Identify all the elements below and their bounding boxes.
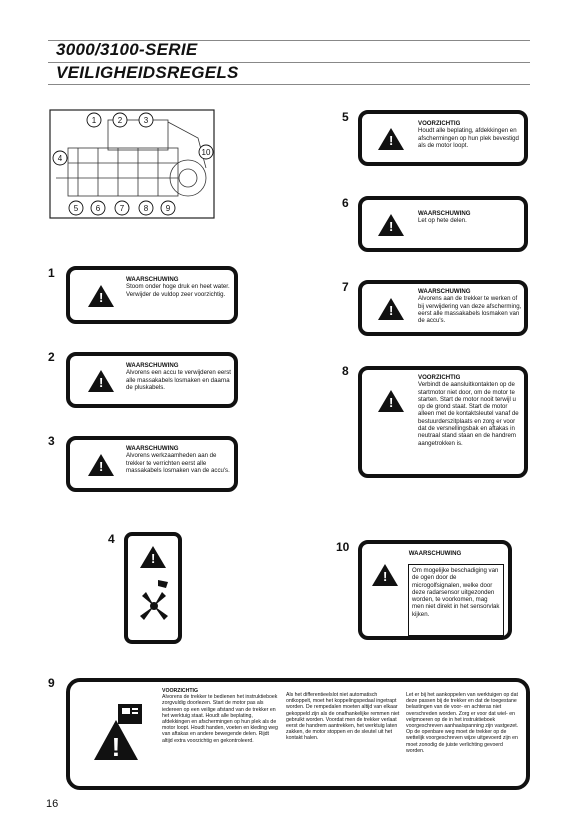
warning-label-3: [66, 436, 238, 492]
warning-triangle-icon: [378, 390, 404, 412]
page-number: 16: [46, 798, 59, 810]
label-7-heading: WAARSCHUWING: [418, 288, 471, 295]
warning-triangle-icon: [88, 370, 114, 392]
label-7-number: 7: [342, 280, 349, 294]
label-1-heading: WAARSCHUWING: [126, 276, 179, 283]
warning-label-8: [358, 366, 528, 478]
label-6-heading: WAARSCHUWING: [418, 210, 471, 217]
warning-label-1: [66, 266, 238, 324]
callout-3-label: 3: [143, 116, 149, 125]
svg-text:!: !: [111, 732, 121, 762]
label-9-column-2: Als het differentieelslot niet automatisch ontkoppelt, moet het koppelingspedaal ingetrapt worden. De rempedalen moeten altijd van elkaar gekoppeld zijn als de onafhankelijke remmen niet gebruikt worden. Voordat men de trekker verlaat eerst de handrem aantrekken, het werktuig laten zakken, de motor stoppen en de sleutel uit het kontakt halen.: [286, 692, 400, 742]
warning-label-10: [358, 540, 512, 640]
label-7-text: Alvorens aan de trekker te werken of bij verwijdering van deze afscherming, eerst alle massakabels losmaken van de accu's.: [418, 295, 522, 325]
label-6-number: 6: [342, 196, 349, 210]
series-title: 3000/3100-SERIE: [56, 40, 198, 59]
label-9-column-1: Alvorens de trekker te bedienen het instruktieboek zorgvuldig doorlezen. Start de motor pas als iedereen op een veilige afstand van de trekker en het werktuig staat. Houdt alle beplating, afdekkingen en afschermingen op hun plek als de motor loopt. Houdt handen, voeten en kleding weg van aftakas en andere bewegende delen. Rijdt altijd extra voorzichtig en gekontroleerd.: [162, 694, 278, 744]
label-8-number: 8: [342, 364, 349, 378]
label-2-number: 2: [48, 350, 55, 364]
warning-label-7: [358, 280, 528, 336]
callout-8-label: 8: [143, 204, 149, 213]
label-2-heading: WAARSCHUWING: [126, 362, 179, 369]
fan-entanglement-icon: [136, 576, 172, 636]
warning-triangle-icon: [372, 564, 398, 586]
callout-4-label: 4: [57, 154, 63, 163]
warning-label-4: [124, 532, 182, 644]
label-10-number: 10: [336, 540, 350, 554]
label-10-heading: WAARSCHUWING: [408, 550, 462, 557]
warning-label-2: [66, 352, 238, 408]
label-9-heading: VOORZICHTIG: [162, 688, 199, 694]
callout-9-label: 9: [165, 204, 171, 213]
label-5-heading: VOORZICHTIG: [418, 120, 461, 127]
label-2-text: Alvorens een accu te verwijderen eerst alle massakabels losmaken en daarna de pluskabels.: [126, 369, 232, 391]
warning-triangle-icon: [378, 214, 404, 236]
operator-manual-warning-icon: [88, 700, 154, 766]
label-5-number: 5: [342, 110, 349, 124]
callout-6-label: 6: [95, 204, 101, 213]
tractor-illustration: [48, 108, 216, 220]
callout-5-label: 5: [73, 204, 79, 213]
label-3-text: Alvorens werkzaamheden aan de trekker te verrichten eerst alle massakabels losmaken van de accu's.: [126, 452, 230, 474]
page-title: VEILIGHEIDSREGELS: [56, 63, 239, 82]
label-4-number: 4: [108, 532, 115, 546]
warning-triangle-icon: [378, 298, 404, 320]
label-1-text: Stoom onder hoge druk en heet water. Verwijder de vuldop zeer voorzichtig.: [126, 283, 230, 298]
warning-label-9: [66, 678, 530, 790]
warning-triangle-icon: [378, 128, 404, 150]
label-3-number: 3: [48, 434, 55, 448]
callout-10-label: 10: [201, 148, 211, 157]
label-10-text: Om mogelijke beschadiging van de ogen door de microgolfsignalen, welke door deze radarsensor uitgezonden worden, te voorkomen, mag men niet direkt in het sensorvlak kijken.: [412, 567, 500, 618]
callout-7-label: 7: [119, 204, 125, 213]
callout-1-label: 1: [91, 116, 97, 125]
label-9-column-3: Let er bij het aankoppelen van werktuigen op dat deze passen bij de trekker en dat de toegestane belastingen van de voor- en achteras niet overschreden worden. Zorg er voor dat wiel- en velgmoeren op de in het instruktieboek voorgeschreven aanhaalspanning zijn vastgezet. Op de openbare weg moet de trekker op de wettelijk voorgeschreven wijze uitgevoerd zijn en moet zonodig de juiste verlichting gevoerd worden.: [406, 692, 519, 754]
label-8-heading: VOORZICHTIG: [418, 374, 461, 381]
label-6-text: Let op hete delen.: [418, 217, 467, 225]
header-rule-bottom: [48, 84, 530, 85]
label-1-number: 1: [48, 266, 55, 280]
warning-label-5: [358, 110, 528, 166]
label-10-text-box: [408, 564, 504, 636]
label-8-text: Verbindt de aansluitkontakten op de startmotor niet door, om de motor te starten. Start de motor nooit terwijl u op de grond staat. Start de motor alleen met de kontaktsleutel vanaf de bestuurderszitplaats en zorg er voor dat de versnellingsbak en aftakas in neutraal stand staan en de handrem aangetrokken is.: [418, 381, 519, 447]
label-5-text: Houdt alle beplating, afdekkingen en afschermingen op hun plek bevestigd als de motor loopt.: [418, 127, 519, 149]
warning-triangle-icon: [88, 285, 114, 307]
warning-triangle-icon: [88, 454, 114, 476]
warning-triangle-icon: [140, 546, 166, 568]
label-3-heading: WAARSCHUWING: [126, 445, 179, 452]
tractor-diagram: [48, 108, 216, 220]
warning-label-6: [358, 196, 528, 252]
callout-2-label: 2: [117, 116, 123, 125]
label-9-number: 9: [48, 676, 55, 690]
